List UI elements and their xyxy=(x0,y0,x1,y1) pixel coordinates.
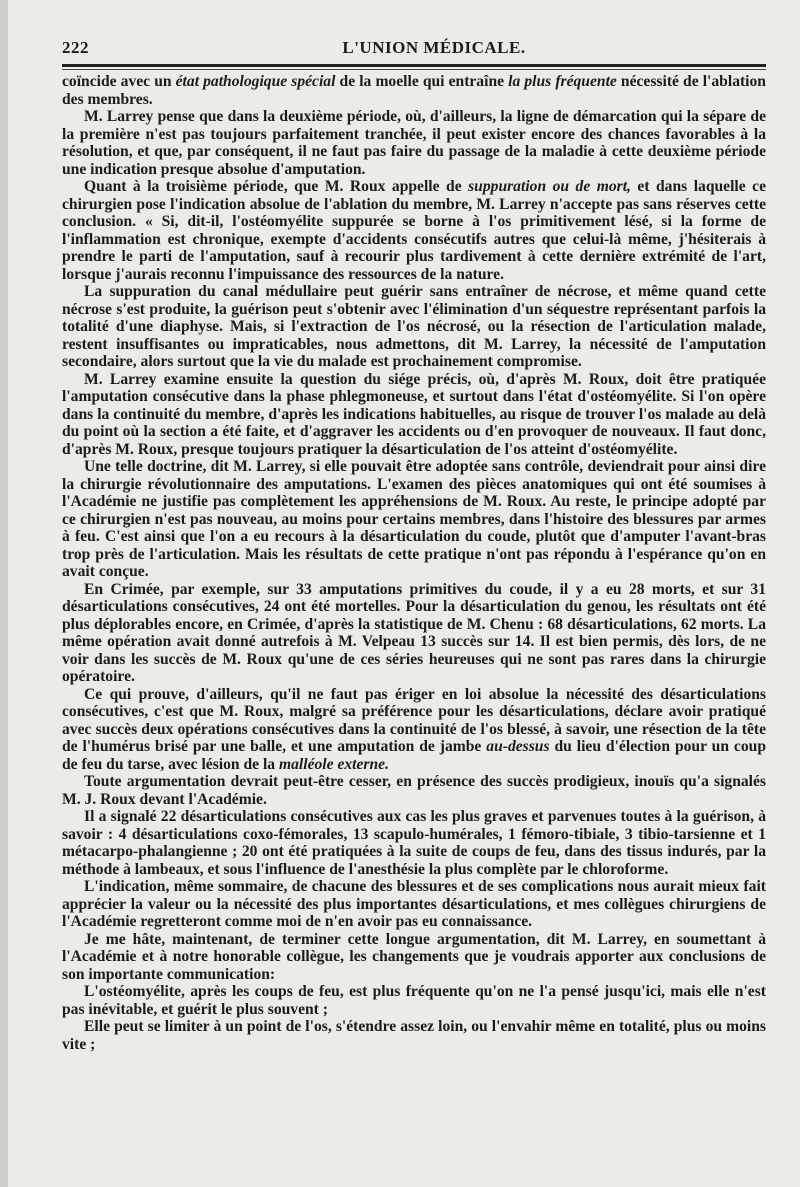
text-run: Toute argumentation devrait peut-être cesser, en présence des succès prodigieux, inouïs qu'a signalés M. J. Roux devant l'Académie. xyxy=(62,773,766,808)
paragraph xyxy=(62,878,766,931)
italic-text: état pathologique spécial xyxy=(175,73,336,90)
paragraph xyxy=(62,108,766,178)
paragraph xyxy=(62,686,766,774)
text-run: Je me hâte, maintenant, de terminer cette longue argumentation, dit M. Larrey, en soumettant à l'Académie et à notre honorable collègue, les changements que je voudrais apporter aux conclusions de son importante communication: xyxy=(62,930,766,983)
text-run: Il a signalé 22 désarticulations consécutives aux cas les plus graves et parvenues toutes à la guérison, à savoir : 4 désarticulations coxo-fémorales, 13 scapulo-humérales, 1 fémoro-tibiale, 3 tibio-tarsienne et 1 métacarpo-phalangienne ; 20 ont été pratiquées à la suite de coups de feu, dans des tissus indurés, par la méthode à lambeaux, et sous l'influence de l'anesthésie la plus complète par le chloroforme. xyxy=(62,808,766,878)
running-title: L'UNION MÉDICALE. xyxy=(342,38,526,57)
italic-text: au-dessus xyxy=(486,738,550,755)
text-run: En Crimée, par exemple, sur 33 amputations primitives du coude, il y a eu 28 morts, et sur 31 désarticulations consécutives, 24 ont été mortelles. Pour la désarticulation du genou, les résultats ont été plus déplorables encore, en Crimée, d'après la statistique de M. Chenu : 68 désarticulations, 62 morts. La même opération avait donné autrefois à M. Velpeau 13 succès sur 14. Il est bien permis, dès lors, de ne voir dans les succès de M. Roux qu'une de ces séries heureuses qui ne sont pas rares dans la chirurgie opératoire. xyxy=(62,580,766,685)
italic-text: la plus fréquente xyxy=(508,73,617,90)
text-run: nécessité de l'ablation des membres. xyxy=(62,73,766,108)
paragraph xyxy=(62,581,766,686)
text-run: Quant à la troisième période, que M. Roux appelle de xyxy=(84,178,469,195)
paragraph xyxy=(62,808,766,878)
italic-text: suppuration ou de mort, xyxy=(468,178,631,195)
text-run: Ce qui prouve, d'ailleurs, qu'il ne faut pas ériger en loi absolue la nécessité des désarticulations consécutives, c'est que M. Roux, malgré sa préférence pour les désarticulations, déclare avoir pratiqué avec succès deux opérations consécutives dans la continuité de l'os blessé, à savoir, une résection de la tête de l'humérus brisé par une balle, et une amputation de jambe xyxy=(62,685,766,755)
paragraph xyxy=(62,371,766,459)
text-run: de la moelle qui entraîne xyxy=(335,73,509,90)
text-run: du lieu d'élection pour un coup de feu du tarse, avec lésion de la xyxy=(62,738,766,773)
page-edge-shadow xyxy=(0,0,8,1187)
paragraph xyxy=(62,178,766,283)
text-run: M. Larrey pense que dans la deuxième période, où, d'ailleurs, la ligne de démarcation qui la sépare de la première n'est pas toujours parfaitement tranchée, il peut exister encore des chances favorables à la résolution, et que, par conséquent, il ne faut pas faire du passage de la maladie à cette deuxième période une indication presque absolue d'amputation. xyxy=(62,108,766,178)
text-run: La suppuration du canal médullaire peut guérir sans entraîner de nécrose, et même quand cette nécrose s'est produite, la guérison peut s'obtenir avec l'élimination d'un séquestre représentant parfois la totalité d'une diaphyse. Mais, si l'extraction de l'os nécrosé, ou la résection de l'articulation malade, restent insuffisantes ou impraticables, nous admettons, dit M. Larrey, la nécessité de l'amputation secondaire, alors surtout que la vie du malade est prochainement compromise. xyxy=(62,283,766,370)
text-run: L'indication, même sommaire, de chacune des blessures et de ses complications nous aurait mieux fait apprécier la valeur ou la nécessité des plus importantes désarticulations, et mes collègues chirurgiens de l'Académie regretteront comme moi de n'en avoir pas eu connaissance. xyxy=(62,878,766,930)
text-run: Une telle doctrine, dit M. Larrey, si elle pouvait être adoptée sans contrôle, deviendrait pour ainsi dire la chirurgie révolutionnaire des amputations. L'examen des pièces anatomiques qui ont été soumises à l'Académie ne justifie pas complètement les appréhensions de M. Roux. Au reste, le principe adopté par ce chirurgien n'est pas nouveau, au moins pour certains membres, dans l'histoire des blessures par armes à feu. C'est ainsi que l'on a eu recours à la désarticulation du coude, plutôt que d'amputer l'avant-bras trop près de l'articulation. Mais les résultats de cette pratique n'ont pas répondu à l'espérance qu'on en avait conçue. xyxy=(62,458,766,580)
header-rule-thick xyxy=(62,64,766,67)
text-run: coïncide avec un xyxy=(62,73,176,90)
italic-text: malléole externe. xyxy=(279,755,389,773)
text-run: L'ostéomyélite, après les coups de feu, est plus fréquente qu'on ne l'a pensé jusqu'ici, mais elle n'est pas inévitable, et guérit le plus souvent ; xyxy=(62,983,766,1018)
text-run: M. Larrey examine ensuite la question du siége précis, où, d'après M. Roux, doit être pratiquée l'amputation consécutive dans la phase phlegmoneuse, et surtout dans l'état d'ostéomyélite. Si l'on opère dans la continuité du membre, d'après les indications habituelles, au risque de trouver l'os malade au delà du point où la section a été faite, et d'aggraver les accidents ou d'en provoquer de nouveaux. Il faut donc, d'après M. Roux, presque toujours pratiquer la désarticulation de l'os atteint d'ostéomyélite. xyxy=(62,370,766,458)
page-header xyxy=(62,34,766,60)
paragraph xyxy=(62,983,766,1018)
paragraph xyxy=(62,458,766,581)
paragraph xyxy=(62,1018,766,1053)
paragraph xyxy=(62,773,766,808)
article-body xyxy=(62,73,766,1053)
paragraph xyxy=(62,931,766,984)
header-rule-thin xyxy=(62,69,766,70)
text-run: Elle peut se limiter à un point de l'os, s'étendre assez loin, ou l'envahir même en totalité, plus ou moins vite ; xyxy=(62,1018,766,1053)
paragraph xyxy=(62,283,766,371)
paragraph xyxy=(62,73,766,108)
page-number: 222 xyxy=(62,38,89,57)
text-run: et dans laquelle ce chirurgien pose l'indication absolue de l'ablation du membre, M. Larrey n'accepte pas sans réserves cette conclusion. « Si, dit-il, l'ostéomyélite suppurée se borne à l'os primitivement lésé, si la forme de l'inflammation est chronique, exempte d'accidents consécutifs autres que celui-là même, j'hésiterais à prendre le parti de l'amputation, sauf à recourir plus tardivement à cette dernière extrémité de l'art, lorsque j'aurais reconnu l'impuissance des ressources de la nature. xyxy=(62,178,766,283)
